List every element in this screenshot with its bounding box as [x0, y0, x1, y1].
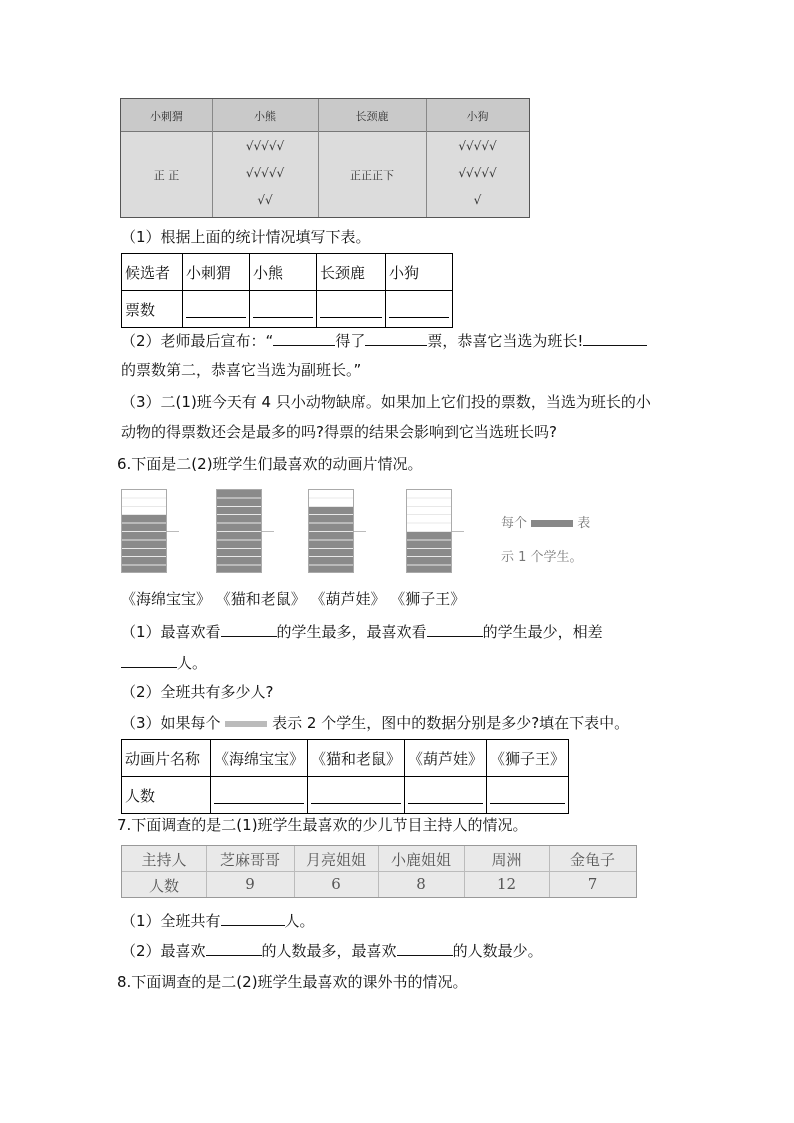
cell-hedgehog: 小刺猬: [183, 254, 250, 291]
votes-hedgehog-input[interactable]: [183, 291, 250, 328]
bar-2: [216, 489, 262, 573]
host-count-5: 7: [587, 875, 598, 893]
count-spongebob-input[interactable]: [211, 777, 308, 814]
q7-p2-a: （2）最喜欢: [121, 942, 206, 960]
bar-tick-4: [452, 531, 464, 532]
tally-hedgehog: 正 正: [153, 169, 180, 182]
count-calabash-input[interactable]: [405, 777, 487, 814]
bear-ticks-2: √√√√√: [245, 166, 285, 180]
count-tom-jerry-input[interactable]: [308, 777, 405, 814]
votes-giraffe-input[interactable]: [317, 291, 386, 328]
cell-dog: 小狗: [386, 254, 453, 291]
q6-p1-b: 的学生最多，最喜欢看: [276, 623, 427, 641]
q5-p2-text-b: 得了: [335, 332, 366, 350]
q6-part3: [121, 713, 629, 733]
q5-part3-line2: 动物的得票数还会是最多的吗?得票的结果会影响到它当选班长吗?: [121, 423, 557, 441]
unit-swatch: [225, 721, 267, 727]
dog-ticks-2: √√√√√: [458, 166, 497, 180]
q6-part1-line2: [121, 652, 207, 673]
most-host-blank[interactable]: [206, 940, 262, 956]
host-header-label: 主持人: [141, 851, 187, 869]
q6-part2: （2）全班共有多少人?: [121, 683, 274, 701]
bar-4: [406, 489, 452, 573]
bar-rows-3: [309, 490, 353, 572]
cell-cartoon-name: 动画片名称: [122, 740, 211, 777]
vote-header-dog: 小狗: [466, 110, 489, 123]
host-count-4: 12: [496, 875, 517, 893]
q8-title: 8.下面调查的是二(2)班学生最喜欢的课外书的情况。: [117, 973, 468, 991]
bar-rows-2: [217, 490, 261, 572]
bear-ticks-1: √√√√√: [245, 139, 285, 153]
host-name-2: 月亮姐姐: [305, 851, 366, 869]
host-count-2: 6: [331, 875, 341, 893]
q6-part1-line1: [121, 621, 603, 642]
legend-unit-swatch: [531, 520, 573, 527]
q7-p1-b: 人。: [284, 912, 315, 930]
q5-vote-count-table: [121, 253, 453, 328]
cell-giraffe: 长颈鹿: [317, 254, 386, 291]
legend-line2: 示 1 个学生。: [501, 550, 583, 565]
q7-p2-b: 的人数最多，最喜欢: [261, 942, 397, 960]
count-lion-king-input[interactable]: [487, 777, 569, 814]
total-students-blank[interactable]: [221, 910, 285, 926]
vote-tally-table: [120, 98, 530, 218]
host-name-5: 金龟子: [569, 851, 615, 869]
bar-tick-1: [167, 531, 179, 532]
host-name-3: 小鹿姐姐: [390, 851, 451, 869]
q7-part2: [121, 940, 543, 961]
legend-line1: [501, 512, 590, 531]
bear-ticks-3: √√: [257, 193, 273, 207]
q5-part2-line1: [121, 330, 647, 351]
tally-giraffe: 正正正下: [350, 169, 394, 182]
host-count-3: 8: [416, 875, 426, 893]
q7-p2-c: 的人数最少。: [452, 942, 543, 960]
q7-part1: [121, 910, 315, 931]
q5-part2-line2: 的票数第二，恭喜它当选为副班长。”: [121, 361, 362, 379]
bar-3: [308, 489, 354, 573]
q5-p2-text-c: 票，恭喜它当选为班长!: [427, 332, 584, 350]
q6-p3-b: 表示 2 个学生，图中的数据分别是多少?填在下表中。: [272, 714, 630, 732]
cell-tom-jerry: 《猫和老鼠》: [308, 740, 405, 777]
cell-count-label: 人数: [122, 777, 211, 814]
bar-labels: 《海绵宝宝》 《猫和老鼠》 《葫芦娃》 《狮子王》: [121, 590, 466, 608]
votes-dog-input[interactable]: [386, 291, 453, 328]
q6-p1-a: （1）最喜欢看: [121, 623, 221, 641]
bar-1: [121, 489, 167, 573]
second-place-blank[interactable]: [583, 330, 647, 346]
q5-part3-line1: （3）二(1)班今天有 4 只小动物缺席。如果加上它们投的票数，当选为班长的小: [121, 393, 651, 411]
bar-tick-3: [354, 531, 366, 532]
cell-calabash: 《葫芦娃》: [405, 740, 487, 777]
least-cartoon-blank[interactable]: [427, 621, 483, 637]
cell-candidate: 候选者: [122, 254, 183, 291]
host-row-divider: [122, 871, 636, 872]
q5-part1: （1）根据上面的统计情况填写下表。: [121, 228, 371, 246]
least-host-blank[interactable]: [397, 940, 453, 956]
bar-rows-1: [122, 490, 166, 572]
votes-bear-input[interactable]: [250, 291, 317, 328]
q6-p1-c: 的学生最少，相差: [482, 623, 603, 641]
legend-text-a: 每个: [501, 516, 528, 531]
q7-p1-a: （1）全班共有: [121, 912, 221, 930]
cell-votes-label: 票数: [122, 291, 183, 328]
bar-rows-4: [407, 490, 451, 572]
cell-bear: 小熊: [250, 254, 317, 291]
vote-header-giraffe: 长颈鹿: [355, 110, 389, 123]
host-name-1: 芝麻哥哥: [219, 851, 280, 869]
bar-tick-2: [262, 531, 274, 532]
dog-ticks-1: √√√√√: [458, 139, 497, 153]
cell-spongebob: 《海绵宝宝》: [211, 740, 308, 777]
cell-lion-king: 《狮子王》: [487, 740, 569, 777]
vote-header-bear: 小熊: [254, 110, 276, 123]
q6-p1-d: 人。: [177, 654, 208, 672]
host-count-1: 9: [245, 875, 255, 893]
winner-blank[interactable]: [273, 330, 335, 346]
winner-votes-blank[interactable]: [365, 330, 427, 346]
host-name-4: 周洲: [491, 851, 522, 869]
q6-p3-a: （3）如果每个: [121, 714, 221, 732]
host-survey-table: [121, 845, 637, 898]
q5-p2-text-a: （2）老师最后宣布：“: [121, 332, 274, 350]
q6-student-count-table: [121, 739, 569, 814]
q7-title: 7.下面调查的是二(1)班学生最喜欢的少儿节目主持人的情况。: [117, 816, 528, 834]
dog-ticks-3: √: [473, 193, 482, 207]
vote-header-hedgehog: 小刺猬: [150, 110, 183, 123]
legend-text-b: 表: [577, 516, 591, 531]
host-count-label: 人数: [148, 877, 179, 895]
q6-title: 6.下面是二(2)班学生们最喜欢的动画片情况。: [117, 455, 423, 473]
difference-blank[interactable]: [121, 652, 177, 668]
most-cartoon-blank[interactable]: [221, 621, 277, 637]
